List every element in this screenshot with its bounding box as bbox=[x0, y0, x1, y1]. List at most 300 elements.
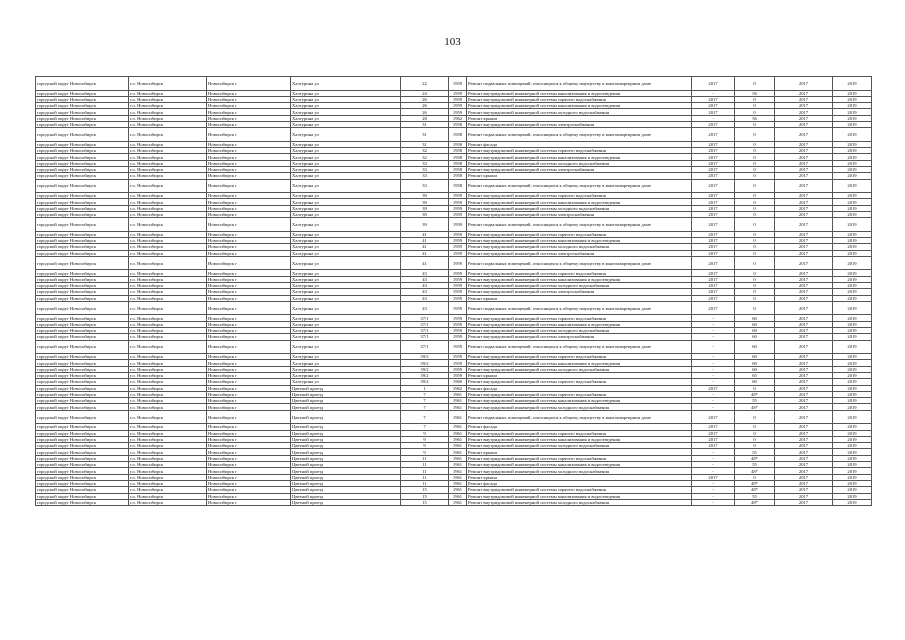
year-cell: 1961 bbox=[449, 480, 467, 486]
house-cell: 15 bbox=[401, 499, 449, 505]
work-type-cell: Ремонт крыши bbox=[467, 173, 692, 179]
municipality-cell: городской округ Новосибирск bbox=[36, 270, 129, 276]
cost-cell: 48* bbox=[735, 480, 775, 486]
period-start-cell: 2017 bbox=[775, 436, 833, 442]
municipality-cell: городской округ Новосибирск bbox=[36, 334, 129, 340]
work-type-cell: Ремонт подвальных помещений, относящихся к общему имуществу в многоквартирном доме bbox=[467, 128, 692, 142]
street-cell: Цветной проезд bbox=[291, 468, 401, 474]
period-start-cell: 2017 bbox=[775, 424, 833, 430]
work-type-cell: Ремонт внутридомовой инженерной системы канализования и водоотведения bbox=[467, 238, 692, 244]
settlement-cell: г.о. Новосибирск bbox=[129, 193, 207, 199]
period-end-cell: 2019 bbox=[833, 385, 872, 391]
plan-year-cell: 2017 bbox=[692, 295, 735, 301]
period-start-cell: 2017 bbox=[775, 231, 833, 237]
house-cell: 7 bbox=[401, 404, 449, 410]
municipality-cell: городской округ Новосибирск bbox=[36, 449, 129, 455]
cost-cell: 0 bbox=[735, 436, 775, 442]
year-cell: 1961 bbox=[449, 493, 467, 499]
work-type-cell: Ремонт внутридомовой инженерной системы канализования и водоотведения bbox=[467, 199, 692, 205]
period-end-cell: 2019 bbox=[833, 148, 872, 154]
period-start-cell: 2017 bbox=[775, 121, 833, 127]
house-cell: 37/1 bbox=[401, 315, 449, 321]
house-cell: 7 bbox=[401, 410, 449, 424]
street-cell: Халтурина ул bbox=[291, 166, 401, 172]
city-cell: Новосибирск г bbox=[207, 211, 291, 217]
cost-cell: 0 bbox=[735, 424, 775, 430]
settlement-cell: г.о. Новосибирск bbox=[129, 90, 207, 96]
house-cell: 15 bbox=[401, 493, 449, 499]
period-start-cell: 2017 bbox=[775, 199, 833, 205]
municipality-cell: городской округ Новосибирск bbox=[36, 179, 129, 193]
street-cell: Цветной проезд bbox=[291, 449, 401, 455]
year-cell: 1959 bbox=[449, 218, 467, 232]
period-end-cell: 2019 bbox=[833, 90, 872, 96]
settlement-cell: г.о. Новосибирск bbox=[129, 487, 207, 493]
table-row bbox=[36, 499, 872, 505]
house-cell: 33 bbox=[401, 160, 449, 166]
settlement-cell: г.о. Новосибирск bbox=[129, 301, 207, 315]
street-cell: Цветной проезд bbox=[291, 474, 401, 480]
period-start-cell: 2017 bbox=[775, 238, 833, 244]
municipality-cell: городской округ Новосибирск bbox=[36, 379, 129, 385]
year-cell: 1959 bbox=[449, 321, 467, 327]
work-type-cell: Ремонт внутридомовой инженерной системы горячего водоснабжения bbox=[467, 487, 692, 493]
house-cell: 43 bbox=[401, 295, 449, 301]
period-end-cell: 2019 bbox=[833, 480, 872, 486]
street-cell: Халтурина ул bbox=[291, 340, 401, 354]
street-cell: Халтурина ул bbox=[291, 295, 401, 301]
cost-cell: 0 bbox=[735, 148, 775, 154]
year-cell: 1959 bbox=[449, 283, 467, 289]
house-cell: 39/2 bbox=[401, 366, 449, 372]
plan-year-cell: 2017 bbox=[692, 289, 735, 295]
cost-cell: 0 bbox=[735, 238, 775, 244]
settlement-cell: г.о. Новосибирск bbox=[129, 480, 207, 486]
plan-year-cell: 2017 bbox=[692, 121, 735, 127]
period-start-cell: 2017 bbox=[775, 141, 833, 147]
period-start-cell: 2017 bbox=[775, 90, 833, 96]
house-cell: 7 bbox=[401, 424, 449, 430]
street-cell: Халтурина ул bbox=[291, 211, 401, 217]
work-type-cell: Ремонт крыши bbox=[467, 295, 692, 301]
work-type-cell: Ремонт внутридомовой инженерной системы канализования и водоотведения bbox=[467, 360, 692, 366]
work-type-cell: Ремонт подвальных помещений, относящихся к общему имуществу в многоквартирном доме bbox=[467, 256, 692, 270]
city-cell: Новосибирск г bbox=[207, 256, 291, 270]
work-type-cell: Ремонт внутридомовой инженерной системы холодного водоснабжения bbox=[467, 160, 692, 166]
street-cell: Халтурина ул bbox=[291, 205, 401, 211]
settlement-cell: г.о. Новосибирск bbox=[129, 154, 207, 160]
period-start-cell: 2017 bbox=[775, 154, 833, 160]
house-cell: 39 bbox=[401, 218, 449, 232]
municipality-cell: городской округ Новосибирск bbox=[36, 315, 129, 321]
plan-year-cell: - bbox=[692, 499, 735, 505]
cost-cell: 0 bbox=[735, 244, 775, 250]
plan-year-cell: 2017 bbox=[692, 96, 735, 102]
period-start-cell: 2017 bbox=[775, 315, 833, 321]
period-start-cell: 2017 bbox=[775, 128, 833, 142]
city-cell: Новосибирск г bbox=[207, 455, 291, 461]
plan-year-cell: 2017 bbox=[692, 148, 735, 154]
year-cell: 1958 bbox=[449, 173, 467, 179]
settlement-cell: г.о. Новосибирск bbox=[129, 499, 207, 505]
house-cell: 9 bbox=[401, 443, 449, 449]
period-end-cell: 2019 bbox=[833, 121, 872, 127]
house-cell: 41 bbox=[401, 238, 449, 244]
municipality-cell: городской округ Новосибирск bbox=[36, 244, 129, 250]
house-cell: 31 bbox=[401, 128, 449, 142]
cost-cell: 0 bbox=[735, 199, 775, 205]
period-start-cell: 2017 bbox=[775, 373, 833, 379]
period-start-cell: 2017 bbox=[775, 321, 833, 327]
period-start-cell: 2017 bbox=[775, 404, 833, 410]
period-start-cell: 2017 bbox=[775, 256, 833, 270]
table-row bbox=[36, 340, 872, 354]
year-cell: 1959 bbox=[449, 109, 467, 115]
settlement-cell: г.о. Новосибирск bbox=[129, 270, 207, 276]
period-start-cell: 2017 bbox=[775, 205, 833, 211]
house-cell: 41 bbox=[401, 256, 449, 270]
period-start-cell: 2017 bbox=[775, 499, 833, 505]
period-end-cell: 2019 bbox=[833, 379, 872, 385]
municipality-cell: городской округ Новосибирск bbox=[36, 366, 129, 372]
period-start-cell: 2017 bbox=[775, 398, 833, 404]
city-cell: Новосибирск г bbox=[207, 238, 291, 244]
plan-year-cell: - bbox=[692, 449, 735, 455]
settlement-cell: г.о. Новосибирск bbox=[129, 115, 207, 121]
period-end-cell: 2019 bbox=[833, 218, 872, 232]
street-cell: Халтурина ул bbox=[291, 238, 401, 244]
year-cell: 1961 bbox=[449, 462, 467, 468]
street-cell: Халтурина ул bbox=[291, 121, 401, 127]
period-end-cell: 2019 bbox=[833, 468, 872, 474]
cost-cell: 55 bbox=[735, 398, 775, 404]
year-cell: 1959 bbox=[449, 334, 467, 340]
plan-year-cell: - bbox=[692, 398, 735, 404]
year-cell: 1959 bbox=[449, 193, 467, 199]
period-start-cell: 2017 bbox=[775, 360, 833, 366]
period-end-cell: 2019 bbox=[833, 366, 872, 372]
city-cell: Новосибирск г bbox=[207, 109, 291, 115]
house-cell: 41 bbox=[401, 231, 449, 237]
table-row bbox=[36, 301, 872, 315]
work-type-cell: Ремонт подвальных помещений, относящихся к общему имуществу в многоквартирном доме bbox=[467, 218, 692, 232]
city-cell: Новосибирск г bbox=[207, 474, 291, 480]
cost-cell: 60 bbox=[735, 321, 775, 327]
year-cell: 1961 bbox=[449, 398, 467, 404]
period-end-cell: 2019 bbox=[833, 244, 872, 250]
period-start-cell: 2017 bbox=[775, 410, 833, 424]
period-start-cell: 2017 bbox=[775, 443, 833, 449]
municipality-cell: городской округ Новосибирск bbox=[36, 385, 129, 391]
cost-cell: 0 bbox=[735, 385, 775, 391]
plan-year-cell: 2017 bbox=[692, 385, 735, 391]
city-cell: Новосибирск г bbox=[207, 121, 291, 127]
settlement-cell: г.о. Новосибирск bbox=[129, 160, 207, 166]
work-type-cell: Ремонт внутридомовой инженерной системы холодного водоснабжения bbox=[467, 366, 692, 372]
street-cell: Халтурина ул bbox=[291, 334, 401, 340]
work-type-cell: Ремонт внутридомовой инженерной системы горячего водоснабжения bbox=[467, 193, 692, 199]
plan-year-cell: 2017 bbox=[692, 436, 735, 442]
period-start-cell: 2017 bbox=[775, 244, 833, 250]
cost-cell: 0 bbox=[735, 443, 775, 449]
cost-cell: 60 bbox=[735, 334, 775, 340]
table-row bbox=[36, 77, 872, 91]
plan-year-cell: - bbox=[692, 468, 735, 474]
settlement-cell: г.о. Новосибирск bbox=[129, 366, 207, 372]
city-cell: Новосибирск г bbox=[207, 250, 291, 256]
period-start-cell: 2017 bbox=[775, 480, 833, 486]
period-end-cell: 2019 bbox=[833, 231, 872, 237]
municipality-cell: городской округ Новосибирск bbox=[36, 256, 129, 270]
period-start-cell: 2017 bbox=[775, 468, 833, 474]
period-end-cell: 2019 bbox=[833, 321, 872, 327]
work-type-cell: Ремонт внутридомовой инженерной системы канализования и водоотведения bbox=[467, 154, 692, 160]
period-start-cell: 2017 bbox=[775, 328, 833, 334]
table-row bbox=[36, 256, 872, 270]
settlement-cell: г.о. Новосибирск bbox=[129, 250, 207, 256]
city-cell: Новосибирск г bbox=[207, 410, 291, 424]
period-end-cell: 2019 bbox=[833, 205, 872, 211]
plan-year-cell: - bbox=[692, 404, 735, 410]
municipality-cell: городской округ Новосибирск bbox=[36, 96, 129, 102]
period-end-cell: 2019 bbox=[833, 154, 872, 160]
cost-cell: 0 bbox=[735, 270, 775, 276]
period-end-cell: 2019 bbox=[833, 436, 872, 442]
period-end-cell: 2019 bbox=[833, 115, 872, 121]
work-type-cell: Ремонт крыши bbox=[467, 115, 692, 121]
street-cell: Халтурина ул bbox=[291, 354, 401, 360]
municipality-cell: городской округ Новосибирск bbox=[36, 360, 129, 366]
street-cell: Халтурина ул bbox=[291, 244, 401, 250]
period-start-cell: 2017 bbox=[775, 276, 833, 282]
period-end-cell: 2019 bbox=[833, 295, 872, 301]
street-cell: Цветной проезд bbox=[291, 499, 401, 505]
plan-year-cell: 2017 bbox=[692, 77, 735, 91]
municipality-cell: городской округ Новосибирск bbox=[36, 301, 129, 315]
municipality-cell: городской округ Новосибирск bbox=[36, 128, 129, 142]
work-type-cell: Ремонт внутридомовой инженерной системы холодного водоснабжения bbox=[467, 468, 692, 474]
municipality-cell: городской округ Новосибирск bbox=[36, 398, 129, 404]
plan-year-cell: - bbox=[692, 493, 735, 499]
city-cell: Новосибирск г bbox=[207, 321, 291, 327]
period-end-cell: 2019 bbox=[833, 499, 872, 505]
plan-year-cell: - bbox=[692, 462, 735, 468]
period-start-cell: 2017 bbox=[775, 295, 833, 301]
cost-cell: 60 bbox=[735, 340, 775, 354]
municipality-cell: городской округ Новосибирск bbox=[36, 373, 129, 379]
year-cell: 1958 bbox=[449, 179, 467, 193]
settlement-cell: г.о. Новосибирск bbox=[129, 424, 207, 430]
period-end-cell: 2019 bbox=[833, 166, 872, 172]
municipality-cell: городской округ Новосибирск bbox=[36, 487, 129, 493]
period-end-cell: 2019 bbox=[833, 103, 872, 109]
street-cell: Халтурина ул bbox=[291, 256, 401, 270]
plan-year-cell: - bbox=[692, 391, 735, 397]
period-start-cell: 2017 bbox=[775, 334, 833, 340]
period-start-cell: 2017 bbox=[775, 179, 833, 193]
municipality-cell: городской округ Новосибирск bbox=[36, 205, 129, 211]
year-cell: 1959 bbox=[449, 373, 467, 379]
settlement-cell: г.о. Новосибирск bbox=[129, 468, 207, 474]
house-cell: 26 bbox=[401, 109, 449, 115]
municipality-cell: городской округ Новосибирск bbox=[36, 250, 129, 256]
house-cell: 39/2 bbox=[401, 379, 449, 385]
year-cell: 1960 bbox=[449, 379, 467, 385]
cost-cell: 56 bbox=[735, 90, 775, 96]
plan-year-cell: 2017 bbox=[692, 283, 735, 289]
work-type-cell: Ремонт внутридомовой инженерной системы холодного водоснабжения bbox=[467, 244, 692, 250]
year-cell: 1959 bbox=[449, 340, 467, 354]
house-cell: 33 bbox=[401, 173, 449, 179]
work-type-cell: Ремонт подвальных помещений, относящихся к общему имуществу в многоквартирном доме bbox=[467, 77, 692, 91]
work-type-cell: Ремонт фасада bbox=[467, 480, 692, 486]
work-type-cell: Ремонт внутридомовой инженерной системы холодного водоснабжения bbox=[467, 443, 692, 449]
street-cell: Цветной проезд bbox=[291, 480, 401, 486]
settlement-cell: г.о. Новосибирск bbox=[129, 96, 207, 102]
house-cell: 11 bbox=[401, 480, 449, 486]
house-cell: 11 bbox=[401, 455, 449, 461]
table-row bbox=[36, 218, 872, 232]
year-cell: 1959 bbox=[449, 211, 467, 217]
municipality-cell: городской округ Новосибирск bbox=[36, 430, 129, 436]
cost-cell: 48* bbox=[735, 455, 775, 461]
year-cell: 1961 bbox=[449, 410, 467, 424]
city-cell: Новосибирск г bbox=[207, 328, 291, 334]
street-cell: Халтурина ул bbox=[291, 193, 401, 199]
street-cell: Халтурина ул bbox=[291, 379, 401, 385]
plan-year-cell: 2017 bbox=[692, 424, 735, 430]
municipality-cell: городской округ Новосибирск bbox=[36, 443, 129, 449]
cost-cell: 60 bbox=[735, 354, 775, 360]
year-cell: 1961 bbox=[449, 449, 467, 455]
settlement-cell: г.о. Новосибирск bbox=[129, 103, 207, 109]
cost-cell: 0 bbox=[735, 193, 775, 199]
cost-cell: 56 bbox=[735, 115, 775, 121]
municipality-cell: городской округ Новосибирск bbox=[36, 328, 129, 334]
settlement-cell: г.о. Новосибирск bbox=[129, 360, 207, 366]
city-cell: Новосибирск г bbox=[207, 148, 291, 154]
house-cell: 26 bbox=[401, 96, 449, 102]
house-cell: 33 bbox=[401, 166, 449, 172]
street-cell: Халтурина ул bbox=[291, 103, 401, 109]
city-cell: Новосибирск г bbox=[207, 354, 291, 360]
work-type-cell: Ремонт внутридомовой инженерной системы канализования и водоотведения bbox=[467, 462, 692, 468]
municipality-cell: городской округ Новосибирск bbox=[36, 109, 129, 115]
plan-year-cell: 2017 bbox=[692, 276, 735, 282]
table-body bbox=[36, 77, 872, 506]
year-cell: 1961 bbox=[449, 443, 467, 449]
municipality-cell: городской округ Новосибирск bbox=[36, 404, 129, 410]
street-cell: Цветной проезд bbox=[291, 385, 401, 391]
table-row bbox=[36, 179, 872, 193]
year-cell: 1959 bbox=[449, 205, 467, 211]
city-cell: Новосибирск г bbox=[207, 218, 291, 232]
municipality-cell: городской округ Новосибирск bbox=[36, 354, 129, 360]
house-cell: 24 bbox=[401, 90, 449, 96]
cost-cell: 0 bbox=[735, 289, 775, 295]
period-start-cell: 2017 bbox=[775, 193, 833, 199]
settlement-cell: г.о. Новосибирск bbox=[129, 166, 207, 172]
street-cell: Халтурина ул bbox=[291, 90, 401, 96]
municipality-cell: городской округ Новосибирск bbox=[36, 238, 129, 244]
cost-cell: 0 bbox=[735, 205, 775, 211]
cost-cell: 0 bbox=[735, 301, 775, 315]
year-cell: 1959 bbox=[449, 96, 467, 102]
cost-cell: 0 bbox=[735, 109, 775, 115]
work-type-cell: Ремонт внутридомовой инженерной системы канализования и водоотведения bbox=[467, 436, 692, 442]
period-start-cell: 2017 bbox=[775, 487, 833, 493]
cost-cell: 0 bbox=[735, 218, 775, 232]
city-cell: Новосибирск г bbox=[207, 404, 291, 410]
cost-cell: 0 bbox=[735, 283, 775, 289]
plan-year-cell: 2017 bbox=[692, 443, 735, 449]
street-cell: Халтурина ул bbox=[291, 315, 401, 321]
period-start-cell: 2017 bbox=[775, 379, 833, 385]
period-start-cell: 2017 bbox=[775, 96, 833, 102]
cost-cell: 0 bbox=[735, 121, 775, 127]
city-cell: Новосибирск г bbox=[207, 379, 291, 385]
plan-year-cell: 2017 bbox=[692, 410, 735, 424]
plan-year-cell: - bbox=[692, 321, 735, 327]
street-cell: Халтурина ул bbox=[291, 218, 401, 232]
street-cell: Халтурина ул bbox=[291, 283, 401, 289]
settlement-cell: г.о. Новосибирск bbox=[129, 205, 207, 211]
municipality-cell: городской округ Новосибирск bbox=[36, 154, 129, 160]
street-cell: Цветной проезд bbox=[291, 398, 401, 404]
cost-cell: 55 bbox=[735, 493, 775, 499]
house-cell: 37/1 bbox=[401, 334, 449, 340]
street-cell: Халтурина ул bbox=[291, 289, 401, 295]
period-end-cell: 2019 bbox=[833, 404, 872, 410]
city-cell: Новосибирск г bbox=[207, 430, 291, 436]
period-start-cell: 2017 bbox=[775, 109, 833, 115]
settlement-cell: г.о. Новосибирск bbox=[129, 244, 207, 250]
work-type-cell: Ремонт крыши bbox=[467, 373, 692, 379]
municipality-cell: городской округ Новосибирск bbox=[36, 121, 129, 127]
cost-cell: 0 bbox=[735, 179, 775, 193]
period-end-cell: 2019 bbox=[833, 283, 872, 289]
year-cell: 1961 bbox=[449, 430, 467, 436]
period-end-cell: 2019 bbox=[833, 455, 872, 461]
year-cell: 1959 bbox=[449, 77, 467, 91]
work-type-cell: Ремонт внутридомовой инженерной системы горячего водоснабжения bbox=[467, 379, 692, 385]
municipality-cell: городской округ Новосибирск bbox=[36, 474, 129, 480]
plan-year-cell: 2017 bbox=[692, 301, 735, 315]
year-cell: 1959 bbox=[449, 231, 467, 237]
city-cell: Новосибирск г bbox=[207, 301, 291, 315]
city-cell: Новосибирск г bbox=[207, 366, 291, 372]
plan-year-cell: 2017 bbox=[692, 205, 735, 211]
city-cell: Новосибирск г bbox=[207, 193, 291, 199]
work-type-cell: Ремонт внутридомовой инженерной системы электроснабжения bbox=[467, 289, 692, 295]
plan-year-cell: - bbox=[692, 373, 735, 379]
settlement-cell: г.о. Новосибирск bbox=[129, 121, 207, 127]
house-cell: 7 bbox=[401, 391, 449, 397]
table-row bbox=[36, 410, 872, 424]
period-start-cell: 2017 bbox=[775, 211, 833, 217]
period-end-cell: 2019 bbox=[833, 354, 872, 360]
year-cell: 1959 bbox=[449, 360, 467, 366]
period-start-cell: 2017 bbox=[775, 449, 833, 455]
city-cell: Новосибирск г bbox=[207, 244, 291, 250]
period-start-cell: 2017 bbox=[775, 115, 833, 121]
period-end-cell: 2019 bbox=[833, 487, 872, 493]
work-type-cell: Ремонт подвальных помещений, относящихся к общему имуществу в многоквартирном доме bbox=[467, 340, 692, 354]
city-cell: Новосибирск г bbox=[207, 373, 291, 379]
house-cell: 43 bbox=[401, 276, 449, 282]
plan-year-cell: 2017 bbox=[692, 218, 735, 232]
year-cell: 1959 bbox=[449, 289, 467, 295]
